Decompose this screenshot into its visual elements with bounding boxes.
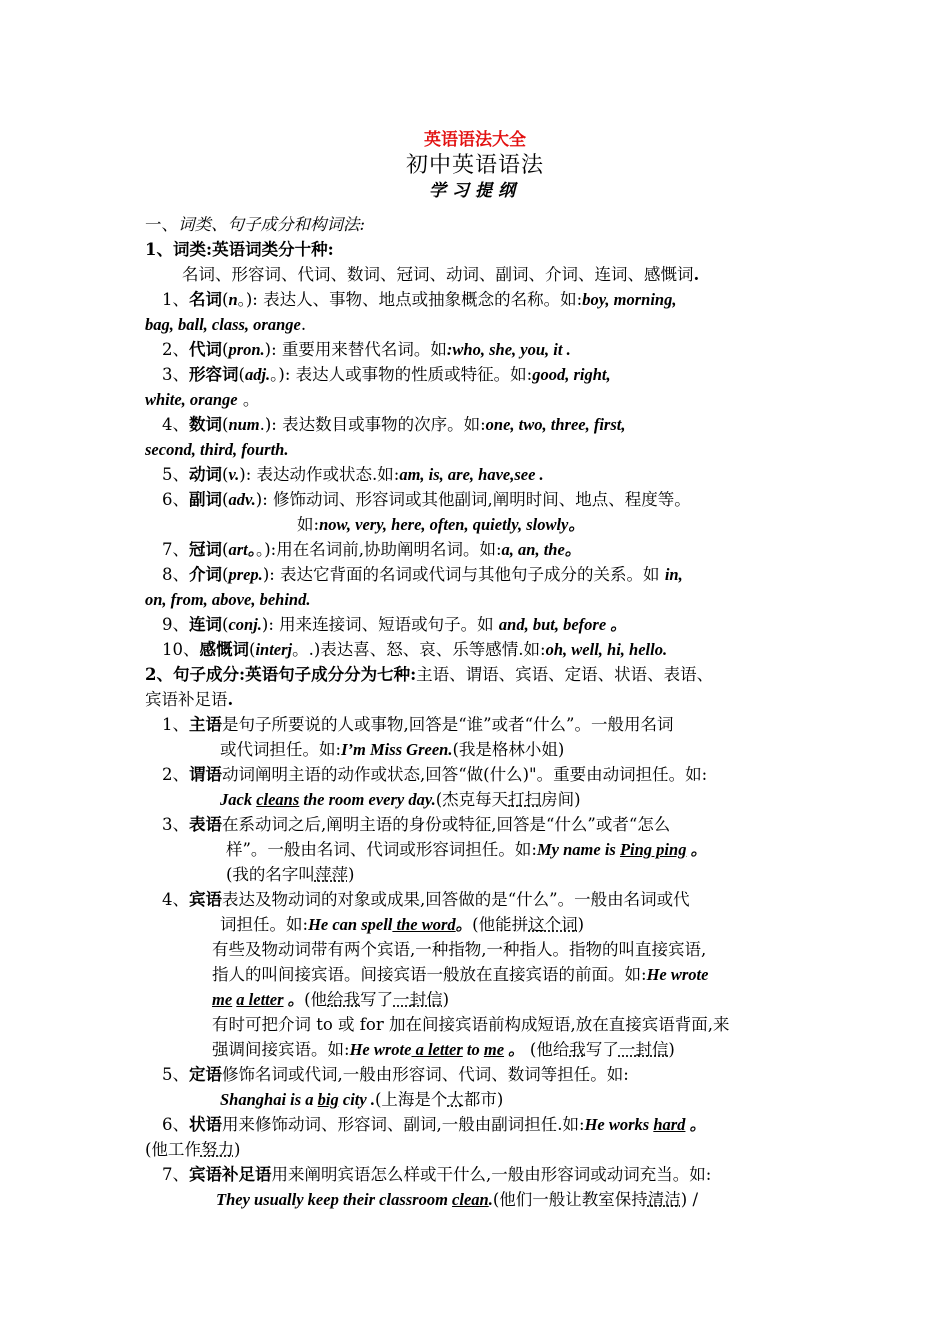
- text-segment: to: [462, 1040, 484, 1059]
- text-segment: 名词: [189, 290, 222, 309]
- text-line: [162, 613, 627, 637]
- text-segment: .: [227, 690, 234, 709]
- text-segment: 在系动词之后,阐明主语的身份或特征,回答是“什么”或者“怎么: [222, 815, 671, 834]
- text-segment: second, third, fourth.: [145, 440, 289, 459]
- text-line: [226, 838, 707, 862]
- text-line: [162, 488, 691, 512]
- text-segment: (: [238, 365, 245, 384]
- text-segment: 一封信: [618, 1040, 669, 1059]
- text-segment: Shanghai is a: [220, 1090, 318, 1109]
- text-segment: 形容词: [189, 365, 239, 384]
- text-segment: (: [222, 340, 229, 359]
- text-segment: 写了: [585, 1040, 619, 1059]
- text-segment: good, right,: [532, 365, 611, 384]
- text-segment: 。: [686, 840, 708, 859]
- text-segment: 5、: [162, 1065, 189, 1084]
- text-line: [162, 288, 676, 312]
- text-segment: (: [249, 640, 256, 659]
- text-segment: the word: [392, 915, 456, 934]
- text-segment: He works: [584, 1115, 654, 1134]
- text-segment: 6、: [162, 490, 189, 509]
- text-segment: big: [317, 1090, 339, 1109]
- text-segment: 如:: [297, 515, 320, 534]
- text-line: [162, 1163, 711, 1187]
- text-segment: (我是格林小姐): [452, 740, 565, 759]
- text-segment: 冠词: [189, 540, 222, 559]
- text-segment: v.: [228, 465, 240, 484]
- text-segment: ): [347, 865, 355, 884]
- text-segment: 。):用在名词前,协助阐明名词。如:: [255, 540, 502, 559]
- text-segment: 谓语: [189, 765, 222, 784]
- text-line: [220, 913, 584, 937]
- text-line: [212, 1013, 729, 1037]
- text-segment: now, very, here, often, quietly, slowly。: [319, 515, 585, 534]
- text-segment: 宾语补足语: [145, 690, 228, 709]
- text-segment: Jack: [220, 790, 257, 809]
- text-segment: art。: [228, 540, 256, 559]
- text-segment: am, is, are, have,see .: [399, 465, 544, 484]
- text-segment: (: [222, 490, 229, 509]
- document-main-title: 初中英语语法: [405, 153, 544, 178]
- text-line: [162, 463, 544, 487]
- text-segment: oh, well, hi, hello.: [545, 640, 668, 659]
- text-segment: 2、: [162, 765, 189, 784]
- text-segment: (: [222, 615, 229, 634]
- text-line: [162, 763, 707, 787]
- text-segment: 努力: [200, 1140, 234, 1159]
- text-line: [212, 938, 706, 962]
- text-segment: (上海是个: [374, 1090, 448, 1109]
- text-segment: ): [577, 915, 585, 934]
- text-segment: 样”。一般由名词、代词或形容词担任。如:: [226, 840, 537, 859]
- text-segment: 。.)表达喜、怒、哀、乐等感情.如:: [292, 640, 546, 659]
- text-segment: on, from, above, behind.: [145, 590, 311, 609]
- text-line: [145, 663, 713, 687]
- text-segment: (他给: [524, 1040, 570, 1059]
- text-segment: He wrote: [646, 965, 709, 984]
- text-line: [162, 1113, 706, 1137]
- text-segment: (: [222, 465, 229, 484]
- text-line: [145, 238, 334, 262]
- text-segment: They usually keep their classroom: [216, 1190, 453, 1209]
- text-segment: 表语: [189, 815, 222, 834]
- text-line: [162, 1063, 629, 1087]
- text-segment: and, but, before 。: [498, 615, 627, 634]
- text-segment: ): [233, 1140, 241, 1159]
- text-segment: a, an, the。: [501, 540, 582, 559]
- text-segment: 定语: [189, 1065, 222, 1084]
- text-segment: ) /: [680, 1190, 699, 1209]
- text-line: [220, 788, 581, 812]
- text-segment: ): 重要用来替代名词。如: [264, 340, 447, 359]
- text-segment: 我: [569, 1040, 586, 1059]
- text-segment: (他工作: [145, 1140, 201, 1159]
- document-red-title: 英语语法大全: [424, 130, 526, 150]
- text-segment: 。: [685, 1115, 707, 1134]
- text-line: [162, 338, 571, 362]
- text-segment: 用来修饰动词、形容词、副词,一般由副词担任.如:: [222, 1115, 585, 1134]
- text-segment: 5、: [162, 465, 189, 484]
- document-sub-title: 学习提纲: [429, 181, 521, 201]
- text-segment: 词担任。如:: [220, 915, 309, 934]
- text-segment: He wrote: [349, 1040, 412, 1059]
- text-segment: 10、: [162, 640, 200, 659]
- text-segment: 状语: [189, 1115, 222, 1134]
- text-line: [162, 713, 674, 737]
- text-segment: pron.: [228, 340, 265, 359]
- text-segment: ): 修饰动词、形容词或其他副词,阐明时间、地点、程度等。: [255, 490, 691, 509]
- text-segment: (: [222, 290, 229, 309]
- text-line: [182, 263, 699, 287]
- text-line: [145, 1138, 240, 1162]
- text-segment: n: [228, 290, 238, 309]
- text-segment: me: [483, 1040, 505, 1059]
- text-segment: 强调间接宾语。如:: [212, 1040, 350, 1059]
- text-segment: 4、: [162, 415, 189, 434]
- text-segment: 。: [237, 390, 260, 409]
- text-segment: white, orange: [145, 390, 238, 409]
- text-segment: 2、: [162, 340, 189, 359]
- text-segment: 1、词类:英语词类分十种:: [145, 240, 334, 259]
- text-segment: 宾语: [189, 890, 222, 909]
- text-segment: (他们一般让教室保持: [492, 1190, 648, 1209]
- text-segment: 给我: [327, 990, 361, 1009]
- text-segment: 7、: [162, 1165, 189, 1184]
- text-segment: Ping ping: [619, 840, 687, 859]
- text-segment: ): 表达它背面的名词或代词与其他句子成分的关系。如: [262, 565, 665, 584]
- text-segment: in,: [664, 565, 683, 584]
- text-segment: (我的名字叫: [226, 865, 315, 884]
- text-segment: 修饰名词或代词,一般由形容词、代词、数词等担任。如:: [222, 1065, 629, 1084]
- text-segment: 6、: [162, 1115, 189, 1134]
- text-segment: 副词: [189, 490, 222, 509]
- text-segment: My name is: [537, 840, 620, 859]
- text-line: [145, 588, 310, 612]
- text-segment: 指人的叫间接宾语。间接宾语一般放在直接宾语的前面。如:: [212, 965, 647, 984]
- text-segment: interj: [255, 640, 293, 659]
- text-line: [162, 563, 683, 587]
- text-line: [220, 1088, 503, 1112]
- text-segment: 9、: [162, 615, 189, 634]
- text-segment: city .: [338, 1090, 375, 1109]
- text-line: [145, 438, 289, 462]
- text-segment: 一封信: [393, 990, 443, 1009]
- text-segment: ): [442, 990, 449, 1009]
- text-segment: 。): 表达人或事物的性质或特征。如:: [270, 365, 533, 384]
- text-line: [162, 888, 690, 912]
- text-segment: 写了: [360, 990, 394, 1009]
- text-segment: 。: [283, 990, 305, 1009]
- text-segment: 8、: [162, 565, 189, 584]
- text-segment: 是句子所要说的人或事物,回答是“谁”或者“什么”。一般用名词: [222, 715, 674, 734]
- text-line: [145, 388, 259, 412]
- text-segment: boy, morning,: [582, 290, 677, 309]
- text-segment: 介词: [189, 565, 222, 584]
- text-segment: ): 用来连接词、短语或句子。如: [261, 615, 499, 634]
- text-segment: 连词: [189, 615, 222, 634]
- text-segment: I’m Miss Green.: [341, 740, 453, 759]
- text-line: [145, 213, 365, 237]
- text-segment: .: [488, 1190, 493, 1209]
- text-segment: me: [212, 990, 233, 1009]
- text-segment: 词类、句子成分和构词法:: [178, 215, 366, 234]
- text-segment: num: [228, 415, 260, 434]
- text-line: [212, 963, 708, 987]
- text-segment: 或代词担任。如:: [220, 740, 342, 759]
- text-segment: 有时可把介词 to 或 for 加在间接宾语前构成短语,放在直接宾语背面,来: [212, 1015, 730, 1034]
- text-segment: a letter: [411, 1040, 463, 1059]
- text-segment: 这个词: [528, 915, 578, 934]
- text-line: [162, 538, 581, 562]
- text-segment: a letter: [236, 990, 284, 1009]
- text-segment: 主语: [189, 715, 222, 734]
- text-segment: ): [668, 1040, 675, 1059]
- text-segment: 。: [455, 915, 473, 934]
- text-segment: cleans: [256, 790, 300, 809]
- text-segment: 3、: [162, 815, 189, 834]
- text-segment: :who, she, you, it .: [446, 340, 571, 359]
- text-segment: .: [300, 315, 307, 334]
- text-segment: 3、: [162, 365, 189, 384]
- text-line: [226, 863, 354, 887]
- text-line: [212, 1038, 675, 1062]
- text-segment: 打扫: [508, 790, 542, 809]
- text-line: [297, 513, 585, 537]
- text-segment: 萍萍: [314, 865, 348, 884]
- text-segment: 宾语补足语: [189, 1165, 272, 1184]
- text-line: [162, 363, 611, 387]
- text-segment: adj.: [244, 365, 271, 384]
- text-line: [145, 688, 233, 712]
- text-segment: 有些及物动词带有两个宾语,一种指物,一种指人。指物的叫直接宾语,: [212, 940, 707, 959]
- text-line: [220, 738, 564, 762]
- text-segment: 清洁: [647, 1190, 681, 1209]
- text-segment: ): 表达动作或状态.如:: [239, 465, 400, 484]
- text-segment: 房间): [541, 790, 581, 809]
- text-segment: 名词、形容词、代词、数词、冠词、动词、副词、介词、连词、感慨词: [182, 265, 694, 284]
- text-segment: .): 表达数目或事物的次序。如:: [259, 415, 486, 434]
- text-segment: 。: [504, 1040, 525, 1059]
- text-segment: prep.: [228, 565, 263, 584]
- text-segment: 感慨词: [199, 640, 249, 659]
- text-segment: adv.: [228, 490, 256, 509]
- text-line: [212, 988, 449, 1012]
- text-segment: (: [222, 415, 229, 434]
- text-segment: 1、: [162, 715, 189, 734]
- text-segment: 代词: [189, 340, 222, 359]
- text-segment: 主语、谓语、宾语、定语、状语、表语、: [416, 665, 714, 684]
- text-segment: (杰克每天: [435, 790, 509, 809]
- text-line: [145, 313, 306, 337]
- text-line: [162, 638, 667, 662]
- text-line: [162, 813, 670, 837]
- text-line: [162, 413, 625, 437]
- text-segment: .: [693, 265, 700, 284]
- text-segment: 1、: [162, 290, 189, 309]
- text-segment: He can spell: [308, 915, 393, 934]
- text-segment: one, two, three, first,: [485, 415, 626, 434]
- text-segment: 动词阐明主语的动作或状态,回答“做(什么)"。重要由动词担任。如:: [222, 765, 708, 784]
- text-segment: hard: [653, 1115, 686, 1134]
- text-segment: 2、句子成分:英语句子成分分为七种:: [145, 665, 417, 684]
- text-segment: 一、: [145, 215, 178, 234]
- text-segment: conj.: [228, 615, 262, 634]
- text-segment: bag, ball, class, orange: [145, 315, 301, 334]
- text-segment: 都市): [463, 1090, 504, 1109]
- text-segment: 大: [447, 1090, 464, 1109]
- text-segment: 4、: [162, 890, 189, 909]
- text-segment: (他能拼: [472, 915, 529, 934]
- text-segment: (: [222, 565, 229, 584]
- text-segment: 数词: [189, 415, 222, 434]
- text-segment: 用来阐明宾语怎么样或干什么,一般由形容词或动词充当。如:: [271, 1165, 712, 1184]
- text-segment: 动词: [189, 465, 222, 484]
- text-segment: clean: [452, 1190, 489, 1209]
- text-line: [216, 1188, 698, 1212]
- text-segment: 。): 表达人、事物、地点或抽象概念的名称。如:: [237, 290, 583, 309]
- text-segment: (他: [304, 990, 328, 1009]
- text-segment: the room every day.: [299, 790, 436, 809]
- text-segment: (: [222, 540, 229, 559]
- text-segment: 7、: [162, 540, 189, 559]
- text-segment: 表达及物动词的对象或成果,回答做的是“什么”。一般由名词或代: [222, 890, 690, 909]
